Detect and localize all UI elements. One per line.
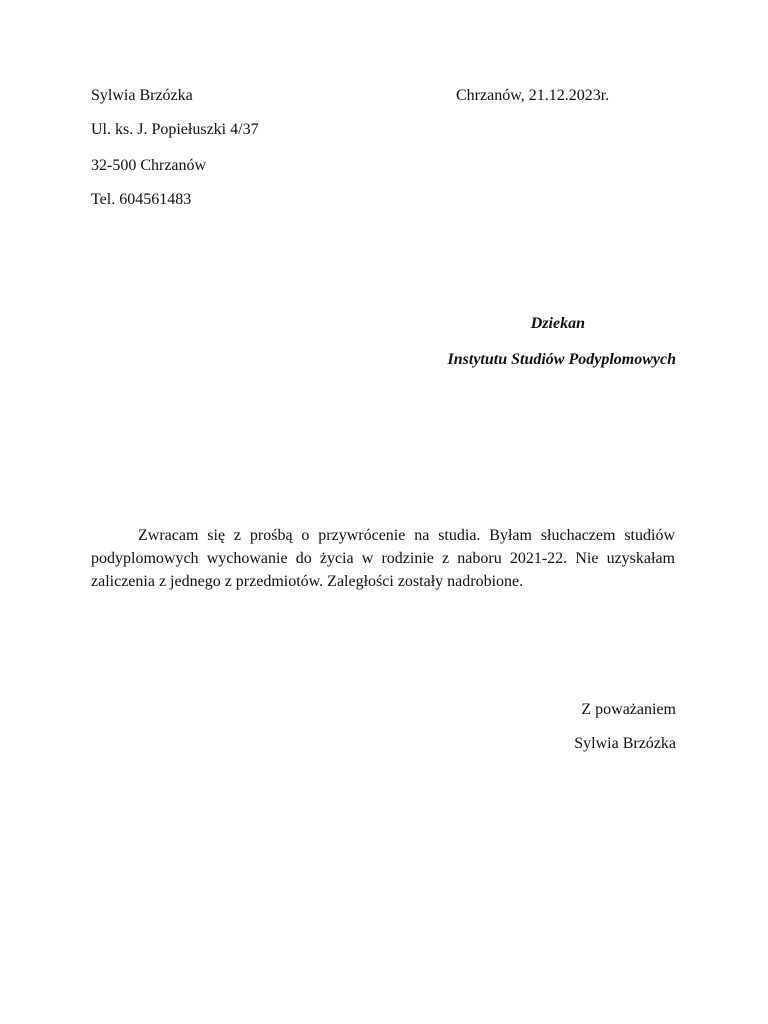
sender-street: Ul. ks. J. Popiełuszki 4/37 — [91, 121, 259, 138]
closing-salutation: Z poważaniem — [581, 701, 676, 718]
recipient-title: Dziekan — [530, 315, 585, 332]
closing-signature: Sylwia Brzózka — [574, 735, 676, 752]
closing-block — [574, 700, 676, 754]
recipient-block — [448, 314, 676, 370]
sender-phone: Tel. 604561483 — [91, 191, 192, 208]
place-date: Chrzanów, 21.12.2023r. — [456, 87, 610, 104]
sender-postal-city: 32-500 Chrzanów — [91, 157, 207, 174]
recipient-institution: Instytutu Studiów Podyplomowych — [447, 351, 676, 368]
letter-body: Zwracam się z prośbą o przywrócenie na studia. Byłam słuchaczem studiów podyplomowych wychowanie do życia w rodzinie z naboru 2021-22. Nie uzyskałam zaliczenia z jednego z przedmiotów. Zaległości zostały nadrobione. — [91, 527, 675, 590]
sender-name: Sylwia Brzózka — [91, 87, 193, 104]
